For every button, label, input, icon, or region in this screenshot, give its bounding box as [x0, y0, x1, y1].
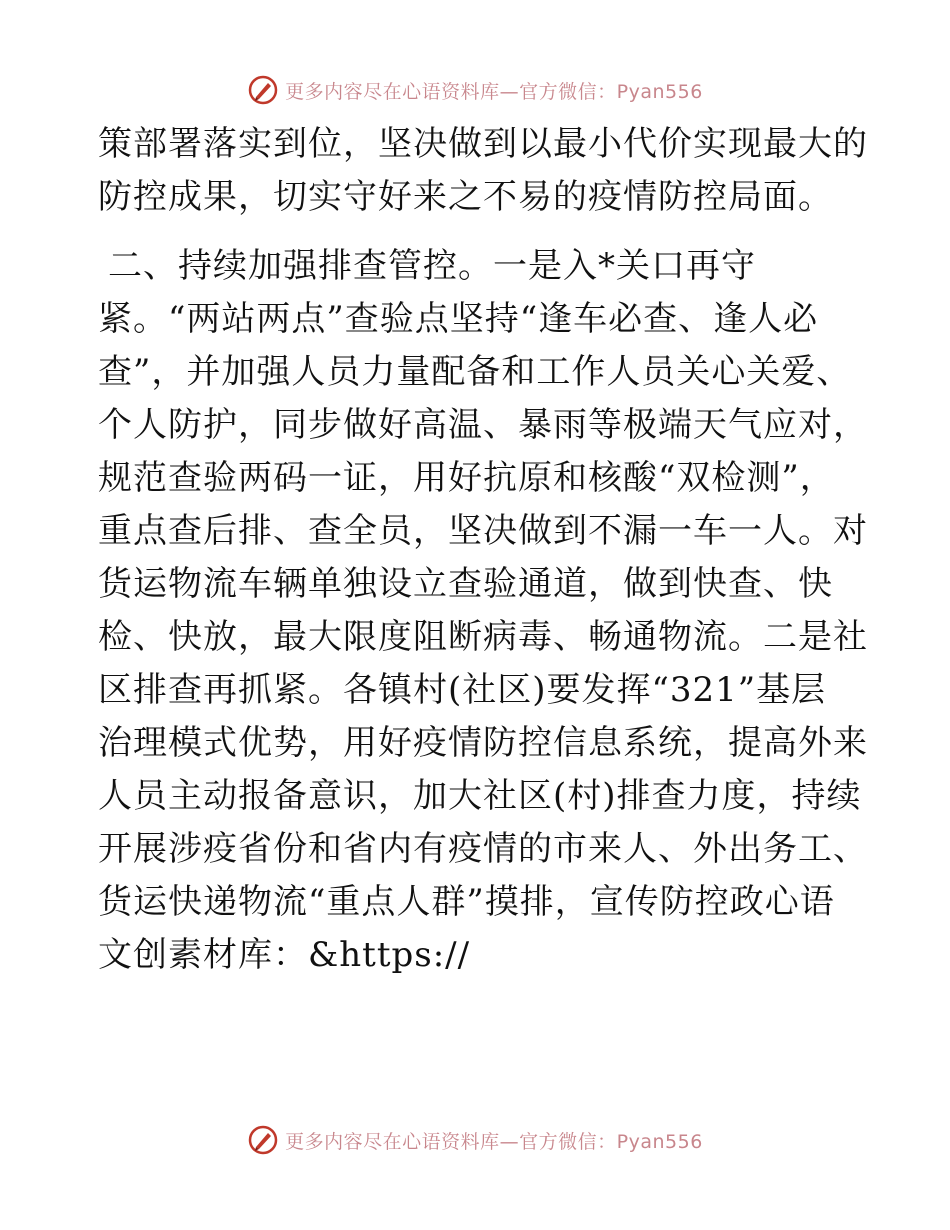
paragraph-gap	[98, 224, 858, 240]
document-body	[98, 118, 868, 982]
text-line: 检、快放，最大限度阻断病毒、畅通物流。二是社	[98, 617, 868, 657]
paragraph-1	[98, 118, 868, 224]
footer-banner-text: 更多内容尽在心语资料库—官方微信：Pyan556	[285, 1130, 703, 1153]
text-line: 重点查后排、查全员，坚决做到不漏一车一人。对	[98, 511, 868, 551]
paragraph-2	[98, 240, 868, 982]
text-line: 货运快递物流“重点人群”摸排，宣传防控政心语	[98, 882, 835, 922]
header-banner-text: 更多内容尽在心语资料库—官方微信：Pyan556	[285, 80, 703, 103]
text-line: 规范查验两码一证，用好抗原和核酸“双检测”，	[98, 458, 835, 498]
text-line: 货运物流车辆单独设立查验通道，做到快查、快	[98, 564, 833, 604]
pen-logo-icon	[247, 74, 279, 106]
text-line: 策部署落实到位，坚决做到以最小代价实现最大的	[98, 124, 868, 164]
footer-banner-content	[247, 1124, 703, 1156]
text-line: 人员主动报备意识，加大社区(村)排查力度，持续	[98, 776, 862, 816]
footer-banner	[0, 1120, 950, 1160]
text-line: 防控成果，切实守好来之不易的疫情防控局面。	[98, 177, 833, 217]
text-line: 查”，并加强人员力量配备和工作人员关心关爱、	[98, 352, 852, 392]
text-line: 二、持续加强排查管控。一是入*关口再守	[108, 246, 756, 286]
text-line: 开展涉疫省份和省内有疫情的市来人、外出务工、	[98, 829, 868, 869]
text-line: 区排查再抓紧。各镇村(社区)要发挥“321”基层	[98, 670, 827, 710]
pen-logo-icon	[247, 1124, 279, 1156]
text-line: 治理模式优势，用好疫情防控信息系统，提高外来	[98, 723, 868, 763]
text-line: 紧。“两站两点”查验点坚持“逢车必查、逢人必	[98, 299, 819, 339]
header-banner-content	[247, 74, 703, 106]
header-banner	[0, 70, 950, 110]
text-line: 文创素材库：&https://	[98, 935, 471, 975]
text-line: 个人防护，同步做好高温、暴雨等极端天气应对，	[98, 405, 868, 445]
